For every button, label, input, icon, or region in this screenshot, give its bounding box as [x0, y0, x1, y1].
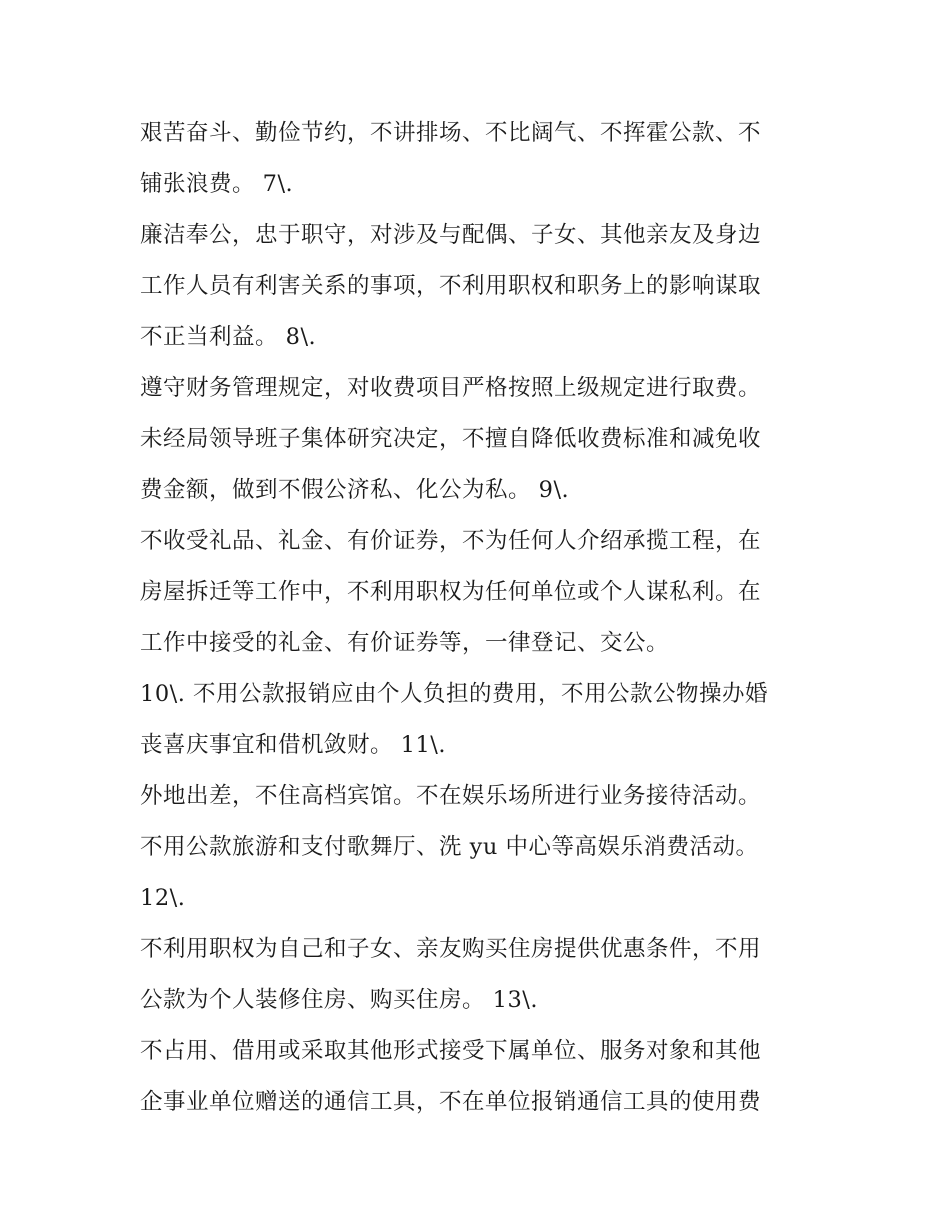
- text-line: 12\.: [140, 885, 186, 911]
- text-line: 10\. 不用公款报销应由个人负担的费用，不用公款公物操办婚: [140, 681, 769, 707]
- text-line: 企事业单位赠送的通信工具，不在单位报销通信工具的使用费: [140, 1089, 762, 1115]
- text-line: 遵守财务管理规定，对收费项目严格按照上级规定进行取费。: [140, 375, 762, 401]
- text-line: 不收受礼品、礼金、有价证券，不为任何人介绍承揽工程，在: [140, 528, 762, 554]
- text-line: 不用公款旅游和支付歌舞厅、洗 yu 中心等高娱乐消费活动。: [140, 834, 759, 860]
- text-line: 工作人员有利害关系的事项，不利用职权和职务上的影响谋取: [140, 273, 762, 299]
- text-line: 铺张浪费。 7\.: [140, 171, 294, 197]
- text-line: 廉洁奉公，忠于职守，对涉及与配偶、子女、其他亲友及身边: [140, 222, 762, 248]
- text-line: 房屋拆迁等工作中，不利用职权为任何单位或个人谋私利。在: [140, 579, 762, 605]
- text-line: 不利用职权为自己和子女、亲友购买住房提供优惠条件，不用: [140, 936, 762, 962]
- text-line: 艰苦奋斗、勤俭节约，不讲排场、不比阔气、不挥霍公款、不: [140, 120, 762, 146]
- text-line: 未经局领导班子集体研究决定，不擅自降低收费标准和减免收: [140, 426, 762, 452]
- text-line: 工作中接受的礼金、有价证券等，一律登记、交公。: [140, 630, 670, 656]
- text-line: 公款为个人装修住房、购买住房。 13\.: [140, 987, 539, 1013]
- text-line: 不正当利益。 8\.: [140, 324, 317, 350]
- text-line: 外地出差，不住高档宾馆。不在娱乐场所进行业务接待活动。: [140, 783, 762, 809]
- text-line: 丧喜庆事宜和借机敛财。 11\.: [140, 732, 447, 758]
- text-line: 费金额，做到不假公济私、化公为私。 9\.: [140, 477, 570, 503]
- text-line: 不占用、借用或采取其他形式接受下属单位、服务对象和其他: [140, 1038, 762, 1064]
- document-body: [140, 108, 820, 1128]
